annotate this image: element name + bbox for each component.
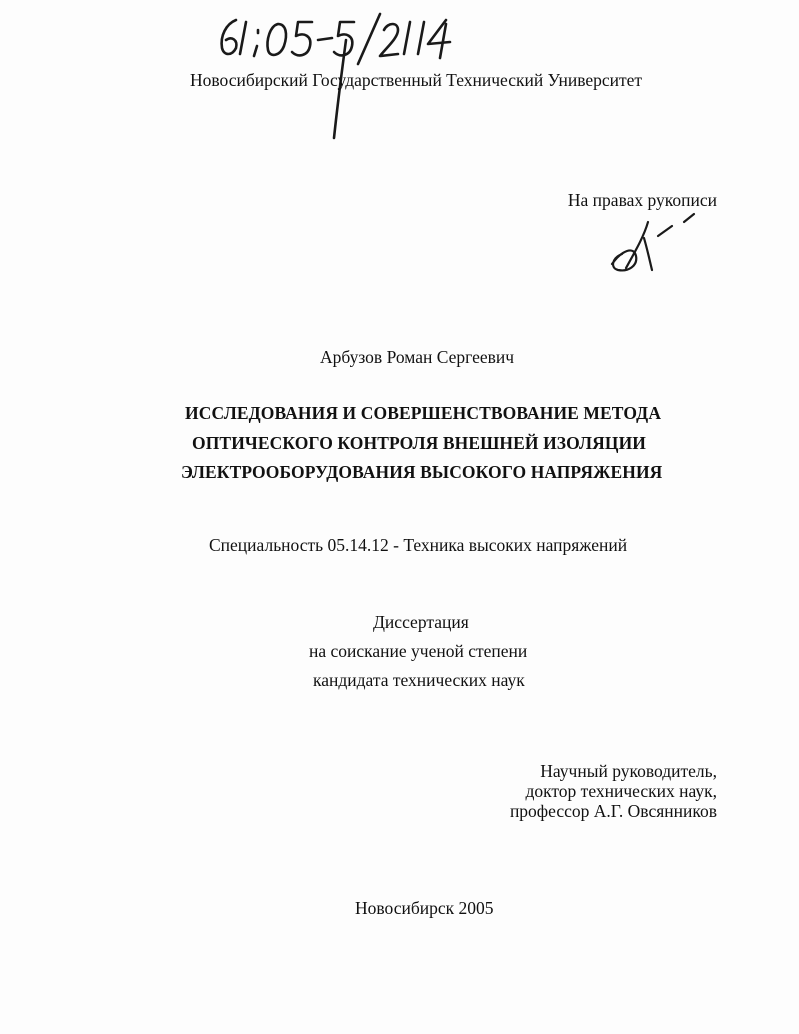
rights-note: На правах рукописи: [567, 190, 717, 210]
thesis-title-line-1: ИССЛЕДОВАНИЯ И СОВЕРШЕНСТВОВАНИЕ МЕТОДА: [185, 403, 662, 423]
city-year: Новосибирск 2005: [355, 898, 494, 918]
supervisor-line-3: профессор А.Г. Овсянников: [509, 801, 717, 821]
university-name: Новосибирский Государственный Технический Университет: [190, 70, 643, 90]
specialty: Специальность 05.14.12 - Техника высоких напряжений: [209, 535, 628, 555]
author-name: Арбузов Роман Сергеевич: [320, 347, 515, 367]
degree-line-1: Диссертация: [373, 612, 469, 632]
degree-line-2: на соискание ученой степени: [309, 641, 528, 661]
supervisor-line-2: доктор технических наук,: [525, 781, 717, 801]
degree-line-3: кандидата технических наук: [313, 670, 525, 690]
thesis-title-line-3: ЭЛЕКТРООБОРУДОВАНИЯ ВЫСОКОГО НАПРЯЖЕНИЯ: [181, 462, 663, 482]
supervisor-line-1: Научный руководитель,: [540, 761, 717, 781]
thesis-title-line-2: ОПТИЧЕСКОГО КОНТРОЛЯ ВНЕШНЕЙ ИЗОЛЯЦИИ: [192, 433, 646, 453]
signature-handwriting: [612, 214, 694, 270]
